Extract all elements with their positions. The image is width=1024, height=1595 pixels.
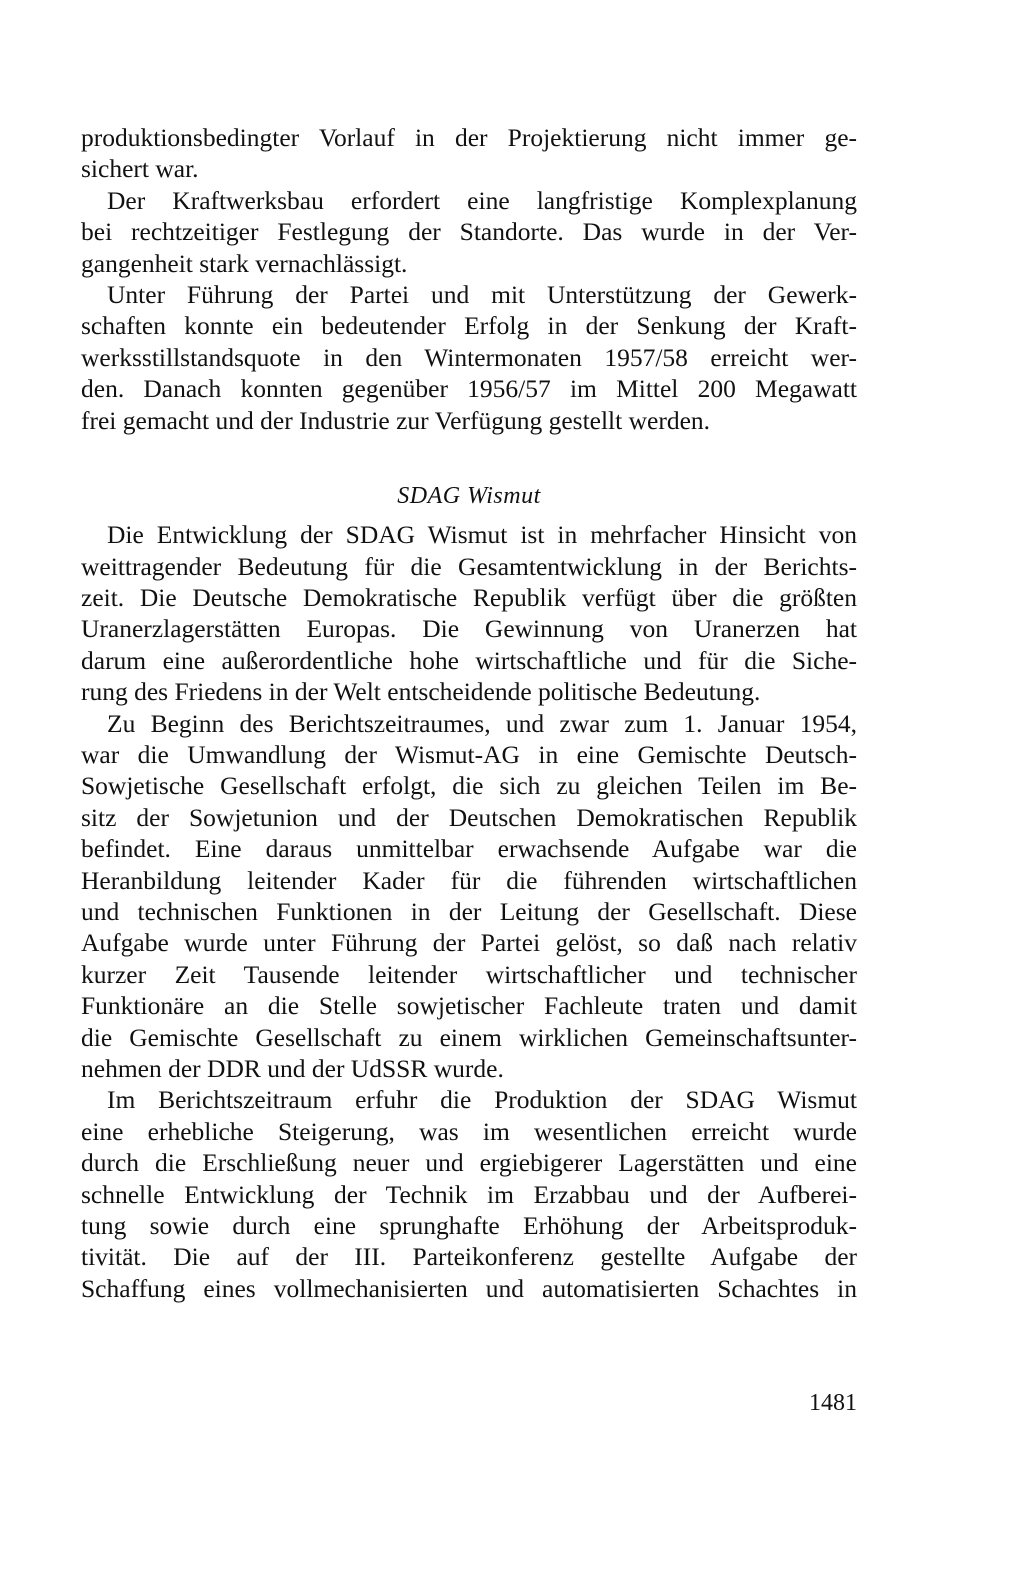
text-line: produktionsbedingter Vorlauf in der Projektierung nicht immer ge- [81,123,857,152]
text-line: Im Berichtszeitraum erfuhr die Produktion der SDAG Wismut [107,1085,857,1115]
text-line: durch die Erschließung neuer und ergiebigerer Lagerstätten und eine [81,1148,857,1178]
text-line: nehmen der DDR und der UdSSR wurde. [81,1053,504,1083]
text-line: tung sowie durch eine sprunghafte Erhöhung der Arbeitsproduk- [81,1210,857,1240]
text-line: befindet. Eine daraus unmittelbar erwachsende Aufgabe war die [81,834,857,864]
text-line: Die Entwicklung der SDAG Wismut ist in mehrfacher Hinsicht von [107,520,857,550]
paragraph [81,279,857,436]
text-line: Uranerzlagerstätten Europas. Die Gewinnung von Uranerzen hat [81,614,857,644]
text-line: weittragender Bedeutung für die Gesamtentwicklung in der Berichts- [81,551,857,581]
section-sdag-wismut [81,519,857,1304]
section-intro [81,122,857,436]
text-line: sichert war. [81,154,199,184]
paragraph [81,122,857,185]
text-line: die Gemischte Gesellschaft zu einem wirklichen Gemeinschaftsunter- [81,1022,857,1052]
text-line: zeit. Die Deutsche Demokratische Republik verfügt über die größten [81,583,857,613]
text-line: tivität. Die auf der III. Parteikonferenz gestellte Aufgabe der [81,1242,857,1272]
text-line: Aufgabe wurde unter Führung der Partei gelöst, so daß nach relativ [81,928,857,958]
text-line: war die Umwandlung der Wismut-AG in eine Gemischte Deutsch- [81,740,857,770]
text-line: Funktionäre an die Stelle sowjetischer Fachleute traten und damit [81,991,857,1021]
text-line: und technischen Funktionen in der Leitung der Gesellschaft. Diese [81,896,857,926]
page-number: 1481 [809,1390,857,1416]
paragraph [81,519,857,707]
text-line: schnelle Entwicklung der Technik im Erzabbau und der Aufberei- [81,1179,857,1209]
text-line: Heranbildung leitender Kader für die führenden wirtschaftlichen [81,865,857,895]
text-line: rung des Friedens in der Welt entscheidende politische Bedeutung. [81,677,761,707]
text-line: darum eine außerordentliche hohe wirtschaftliche und für die Siche- [81,645,857,675]
text-line: den. Danach konnten gegenüber 1956/57 im Mittel 200 Megawatt [81,374,857,404]
body-text [81,122,857,1304]
text-line: bei rechtzeitiger Festlegung der Standorte. Das wurde in der Ver- [81,217,857,247]
text-line: werksstillstandsquote in den Wintermonaten 1957/58 erreicht wer- [81,342,857,372]
text-line: eine erhebliche Steigerung, was im wesentlichen erreicht wurde [81,1116,857,1146]
paragraph [81,1084,857,1304]
text-line: Unter Führung der Partei und mit Unterstützung der Gewerk- [107,279,857,309]
text-line: Sowjetische Gesellschaft erfolgt, die sich zu gleichen Teilen im Be- [81,771,857,801]
text-line: frei gemacht und der Industrie zur Verfügung gestellt werden. [81,405,711,435]
text-line: Schaffung eines vollmechanisierten und automatisierten Schachtes in [81,1273,857,1303]
text-line: gangenheit stark vernachlässigt. [81,248,408,278]
paragraph [81,185,857,279]
section-heading: SDAG Wismut [397,482,541,509]
text-line: Der Kraftwerksbau erfordert eine langfristige Komplexplanung [107,185,857,215]
text-line: sitz der Sowjetunion und der Deutschen Demokratischen Republik [81,802,857,832]
text-line: Zu Beginn des Berichtszeitraumes, und zwar zum 1. Januar 1954, [107,708,857,738]
text-line: kurzer Zeit Tausende leitender wirtschaftlicher und technischer [81,959,857,989]
text-line: schaften konnte ein bedeutender Erfolg in der Senkung der Kraft- [81,311,857,341]
paragraph [81,708,857,1085]
